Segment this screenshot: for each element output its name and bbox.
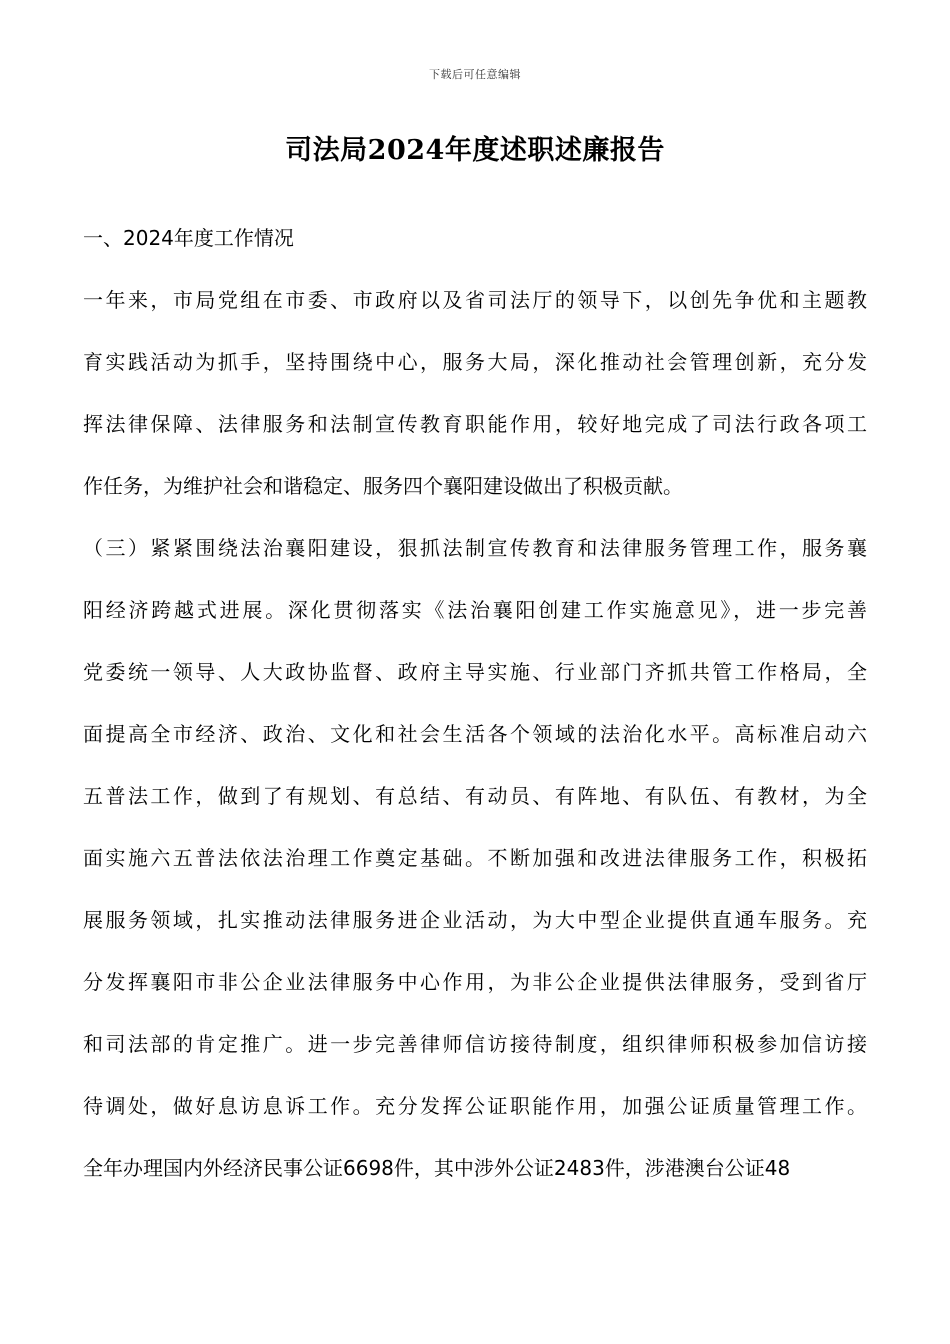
- paragraph-line: 育实践活动为抓手，坚持围绕中心，服务大局，深化推动社会管理创新，充分发: [83, 350, 867, 374]
- paragraph-line: 和司法部的肯定推广。进一步完善律师信访接待制度，组织律师积极参加信访接: [83, 1032, 867, 1056]
- paragraph-line: 面提高全市经济、政治、文化和社会生活各个领域的法治化水平。高标准启动六: [83, 722, 867, 746]
- section-heading: 一、2024年度工作情况: [83, 226, 294, 250]
- paragraph-line: 一年来，市局党组在市委、市政府以及省司法厅的领导下，以创先争优和主题教: [83, 288, 867, 312]
- paragraph-1: [83, 282, 867, 504]
- paragraph-line: 阳经济跨越式进展。深化贯彻落实《法治襄阳创建工作实施意见》，进一步完善: [83, 598, 867, 622]
- header-note: 下载后可任意编辑: [429, 68, 521, 81]
- paragraph-line: 分发挥襄阳市非公企业法律服务中心作用，为非公企业提供法律服务，受到省厅: [83, 970, 867, 994]
- paragraph-2: [83, 530, 867, 1186]
- paragraph-line: 五普法工作，做到了有规划、有总结、有动员、有阵地、有队伍、有教材，为全: [83, 784, 867, 808]
- paragraph-line: （三）紧紧围绕法治襄阳建设，狠抓法制宣传教育和法律服务管理工作，服务襄: [83, 536, 867, 560]
- paragraph-line: 待调处，做好息访息诉工作。充分发挥公证职能作用，加强公证质量管理工作。: [83, 1094, 867, 1118]
- document-title: 司法局2024年度述职述廉报告: [285, 135, 665, 166]
- paragraph-line: 面实施六五普法依法治理工作奠定基础。不断加强和改进法律服务工作，积极拓: [83, 846, 867, 870]
- paragraph-line: 全年办理国内外经济民事公证6698件，其中涉外公证2483件，涉港澳台公证48: [83, 1156, 791, 1180]
- paragraph-line: 作任务，为维护社会和谐稳定、服务四个襄阳建设做出了积极贡献。: [83, 474, 683, 498]
- paragraph-line: 党委统一领导、人大政协监督、政府主导实施、行业部门齐抓共管工作格局，全: [83, 660, 867, 684]
- paragraph-line: 挥法律保障、法律服务和法制宣传教育职能作用，较好地完成了司法行政各项工: [83, 412, 867, 436]
- paragraph-line: 展服务领域，扎实推动法律服务进企业活动，为大中型企业提供直通车服务。充: [83, 908, 867, 932]
- document-body: [83, 220, 867, 1212]
